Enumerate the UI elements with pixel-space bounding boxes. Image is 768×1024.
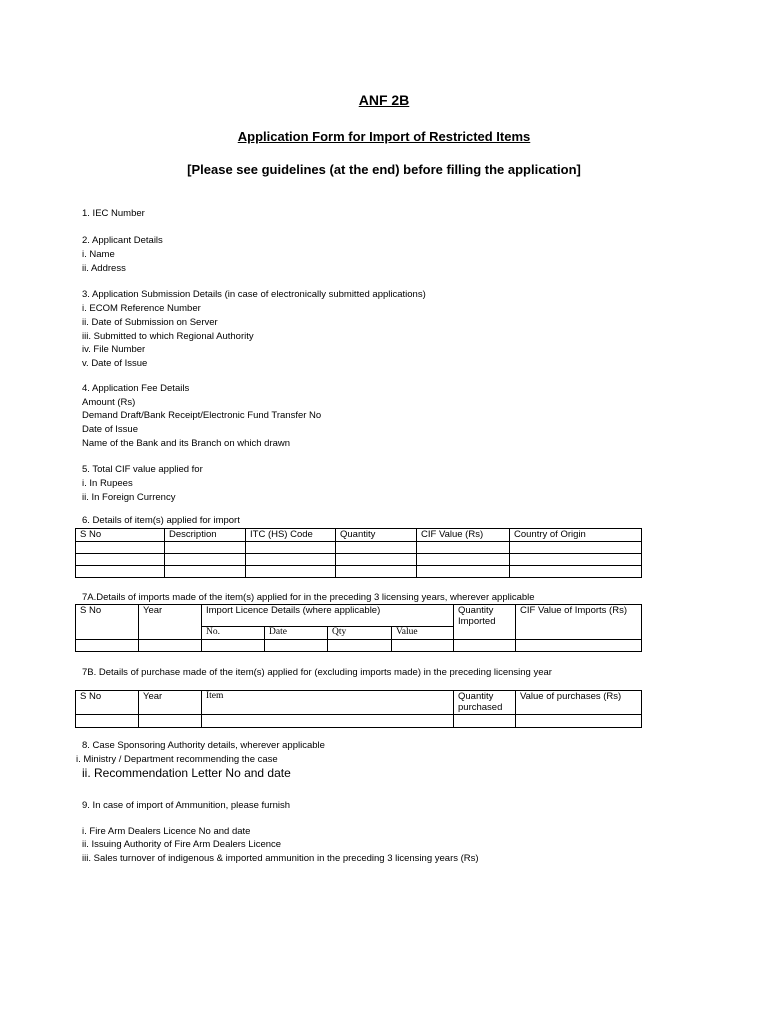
section-8-item: ii. Recommendation Letter No and date — [82, 766, 291, 780]
section-2-item: ii. Address — [82, 263, 126, 274]
section-2-title: 2. Applicant Details — [82, 235, 163, 246]
section-3-item: v. Date of Issue — [82, 358, 148, 369]
table-cell[interactable] — [139, 640, 202, 652]
col-header: Country of Origin — [510, 529, 642, 542]
section-3-item: i. ECOM Reference Number — [82, 303, 201, 314]
items-table — [75, 528, 642, 578]
table-cell[interactable] — [510, 554, 642, 566]
imports-table — [75, 604, 642, 652]
table-cell[interactable] — [510, 566, 642, 578]
table-cell[interactable] — [76, 542, 165, 554]
section-9-title: 9. In case of import of Ammunition, please furnish — [82, 800, 291, 811]
table-row — [76, 554, 642, 566]
col-header: Quantity — [336, 529, 417, 542]
section-6-title: 6. Details of item(s) applied for import — [82, 515, 240, 526]
col-header: S No — [76, 691, 139, 715]
section-3-item: ii. Date of Submission on Server — [82, 317, 218, 328]
table-cell[interactable] — [454, 640, 516, 652]
section-5-item: ii. In Foreign Currency — [82, 492, 176, 503]
col-header: Value of purchases (Rs) — [516, 691, 642, 715]
section-8-item: i. Ministry / Department recommending the case — [76, 754, 278, 765]
sub-header: No. — [202, 627, 265, 640]
col-header: CIF Value (Rs) — [417, 529, 510, 542]
section-1-title: 1. IEC Number — [82, 208, 145, 219]
form-title: Application Form for Import of Restricted Items — [237, 129, 531, 144]
section-9-item: ii. Issuing Authority of Fire Arm Dealers Licence — [82, 839, 282, 850]
col-header: Quantity purchased — [454, 691, 516, 715]
table-cell[interactable] — [328, 640, 392, 652]
section-4-item: Date of Issue — [82, 424, 138, 435]
table-cell[interactable] — [165, 566, 246, 578]
section-3-title: 3. Application Submission Details (in case of electronically submitted applications) — [82, 289, 426, 300]
table-cell[interactable] — [202, 715, 454, 728]
table-cell[interactable] — [76, 640, 139, 652]
section-4-item: Name of the Bank and its Branch on which drawn — [82, 438, 291, 449]
table-cell[interactable] — [392, 640, 454, 652]
table-header-row — [76, 691, 642, 715]
table-cell[interactable] — [336, 542, 417, 554]
section-9-item: i. Fire Arm Dealers Licence No and date — [82, 826, 251, 837]
sub-header: Qty — [328, 627, 392, 640]
table-cell[interactable] — [417, 542, 510, 554]
table-cell[interactable] — [454, 715, 516, 728]
table-cell[interactable] — [417, 566, 510, 578]
table-cell[interactable] — [246, 566, 336, 578]
table-cell[interactable] — [76, 554, 165, 566]
section-5-item: i. In Rupees — [82, 478, 133, 489]
table-cell[interactable] — [76, 566, 165, 578]
table-cell[interactable] — [265, 640, 328, 652]
col-header: Item — [202, 691, 454, 715]
col-header: Import Licence Details (where applicable) — [202, 605, 454, 627]
section-3-item: iii. Submitted to which Regional Authority — [82, 331, 254, 342]
table-row — [76, 715, 642, 728]
sub-header: Value — [392, 627, 454, 640]
col-header: ITC (HS) Code — [246, 529, 336, 542]
table-row — [76, 640, 642, 652]
table-cell[interactable] — [76, 715, 139, 728]
col-header: Description — [165, 529, 246, 542]
purchases-table — [75, 690, 642, 728]
section-4-item: Amount (Rs) — [82, 397, 136, 408]
section-8-title: 8. Case Sponsoring Authority details, wherever applicable — [82, 740, 325, 751]
section-7a-title: 7A.Details of imports made of the item(s) applied for in the preceding 3 licensing years, wherever applicable — [82, 592, 535, 603]
table-row — [76, 566, 642, 578]
form-code: ANF 2B — [358, 92, 410, 108]
table-cell[interactable] — [165, 554, 246, 566]
table-cell[interactable] — [202, 640, 265, 652]
col-header: Year — [139, 691, 202, 715]
table-cell[interactable] — [165, 542, 246, 554]
col-header: CIF Value of Imports (Rs) — [516, 605, 642, 640]
table-cell[interactable] — [336, 554, 417, 566]
section-3-item: iv. File Number — [82, 344, 146, 355]
table-cell[interactable] — [246, 554, 336, 566]
table-cell[interactable] — [246, 542, 336, 554]
section-4-item: Demand Draft/Bank Receipt/Electronic Fund Transfer No — [82, 410, 322, 421]
section-2-item: i. Name — [82, 249, 115, 260]
guideline-note: [Please see guidelines (at the end) before filling the application] — [187, 162, 581, 177]
table-cell[interactable] — [417, 554, 510, 566]
section-4-title: 4. Application Fee Details — [82, 383, 190, 394]
section-7b-title: 7B. Details of purchase made of the item(s) applied for (excluding imports made) in the preceding licensing year — [82, 667, 552, 678]
section-9-item: iii. Sales turnover of indigenous & imported ammunition in the preceding 3 licensing years (Rs) — [82, 853, 479, 864]
table-cell[interactable] — [516, 715, 642, 728]
table-row — [76, 542, 642, 554]
table-header-row — [76, 605, 642, 627]
col-header: S No — [76, 605, 139, 640]
col-header: S No — [76, 529, 165, 542]
col-header: Quantity Imported — [454, 605, 516, 640]
table-header-row — [76, 529, 642, 542]
table-cell[interactable] — [336, 566, 417, 578]
table-cell[interactable] — [139, 715, 202, 728]
col-header: Year — [139, 605, 202, 640]
table-cell[interactable] — [510, 542, 642, 554]
sub-header: Date — [265, 627, 328, 640]
section-5-title: 5. Total CIF value applied for — [82, 464, 203, 475]
table-cell[interactable] — [516, 640, 642, 652]
